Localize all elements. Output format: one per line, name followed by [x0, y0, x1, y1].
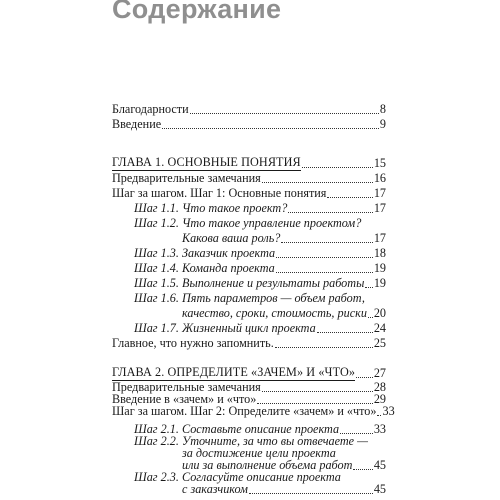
toc-entry[interactable] [112, 171, 386, 186]
step-label: Жизненный цикл проекта [182, 321, 316, 335]
toc-entry-label: Шаг за шагом. Шаг 2: Определите «зачем» и «что» [112, 404, 377, 418]
toc-page-number: 33 [382, 404, 395, 418]
toc-step-continuation[interactable] [182, 231, 386, 246]
toc-entry-label: Введение [112, 117, 162, 131]
toc-step[interactable] [134, 246, 386, 261]
step-label-continuation: с заказчиком [182, 482, 248, 496]
toc-page-number: 17 [373, 231, 386, 245]
toc-page-number: 28 [373, 380, 386, 394]
toc-page-number: 24 [373, 321, 386, 335]
leader-dots [162, 128, 379, 129]
leader-dots [327, 197, 372, 198]
toc-step-continuation[interactable] [182, 482, 386, 497]
step-number: Шаг 2.3. [134, 470, 179, 484]
leader-dots [276, 257, 373, 258]
toc-step[interactable] [134, 216, 386, 231]
chapter-title: ГЛАВА 2. ОПРЕДЕЛИТЕ «ЗАЧЕМ» И «ЧТО» [112, 365, 356, 379]
toc-entry-label: Шаг за шагом. Шаг 1: Основные понятия [112, 186, 327, 200]
step-label: Заказчик проекта [182, 246, 276, 260]
toc-page-number: 27 [373, 366, 386, 380]
step-label-continuation: Какова ваша роль? [182, 231, 281, 245]
toc-page-number: 16 [373, 171, 386, 185]
toc-step[interactable] [134, 201, 386, 216]
leader-dots [317, 332, 373, 333]
leader-dots [288, 212, 373, 213]
toc-step[interactable] [134, 321, 386, 336]
toc-entry-summary[interactable] [112, 336, 386, 351]
step-label: Согласуйте описание проекта [182, 470, 341, 484]
step-number: Шаг 1.4. [134, 261, 179, 275]
step-number: Шаг 1.6. [134, 291, 179, 305]
toc-page-number: 45 [373, 482, 386, 496]
toc-entry[interactable] [112, 186, 386, 201]
toc-entry-label: Предварительные замечания [112, 380, 261, 394]
step-label: Пять параметров — объем работ, [182, 291, 365, 305]
leader-dots [368, 317, 373, 318]
leader-dots [281, 242, 372, 243]
leader-dots [249, 493, 373, 494]
toc-page-number: 17 [373, 201, 386, 215]
step-number: Шаг 2.2. [134, 434, 179, 448]
toc-entry-label: Предварительные замечания [112, 171, 261, 185]
step-label: Выполнение и результаты работы [182, 276, 365, 290]
leader-dots [302, 167, 373, 168]
step-label-continuation: или за выполнение объема работ [182, 458, 353, 472]
toc-chapter-1[interactable] [112, 156, 386, 171]
leader-dots [262, 182, 373, 183]
step-label: Команда проекта [182, 261, 275, 275]
toc-step[interactable] [134, 276, 386, 291]
toc-entry-label: Введение в «зачем» и «что» [112, 392, 257, 406]
toc-page-number: 19 [373, 261, 386, 275]
toc-page-number: 25 [373, 336, 386, 350]
toc-page-number: 19 [373, 276, 386, 290]
step-number: Шаг 1.2. [134, 216, 179, 230]
toc-step[interactable] [134, 261, 386, 276]
chapter-title: ГЛАВА 1. ОСНОВНЫЕ ПОНЯТИЯ [112, 155, 301, 169]
leader-dots [377, 415, 381, 416]
step-label: Составьте описание проекта [182, 422, 340, 436]
toc-step-continuation[interactable] [182, 306, 386, 321]
toc-page-number: 29 [373, 392, 386, 406]
toc-page-number: 33 [373, 422, 386, 436]
step-number: Шаг 1.5. [134, 276, 179, 290]
toc-entry[interactable] [112, 404, 395, 419]
step-label: Что такое управление проектом? [182, 216, 362, 230]
leader-dots [276, 272, 373, 273]
toc-page-number: 45 [373, 458, 386, 472]
toc-entry-acknowledgements[interactable] [112, 102, 386, 117]
step-label: Уточните, за что вы отвечаете — [182, 434, 368, 448]
leader-dots [275, 347, 373, 348]
toc-page-number: 20 [373, 306, 386, 320]
toc-entry-label: Благодарности [112, 102, 189, 116]
step-number: Шаг 1.1. [134, 201, 179, 215]
step-label-continuation: за достижение цели проекта [182, 446, 336, 460]
toc-entry-introduction[interactable] [112, 117, 386, 132]
step-label-continuation: качество, сроки, стоимость, риски [182, 306, 367, 320]
toc-page-number: 8 [379, 102, 386, 116]
toc-page-number: 9 [379, 117, 386, 131]
toc-page-number: 17 [373, 186, 386, 200]
leader-dots [356, 377, 373, 378]
toc-step[interactable] [134, 291, 386, 306]
toc-page-number: 18 [373, 246, 386, 260]
toc-page-number: 15 [373, 156, 386, 170]
leader-dots [365, 287, 372, 288]
page-title: Содержание [112, 0, 282, 24]
step-label: Что такое проект? [182, 201, 288, 215]
leader-dots [190, 113, 379, 114]
toc-entry-label: Главное, что нужно запомнить. [112, 336, 274, 350]
step-number: Шаг 2.1. [134, 422, 179, 436]
toc-chapter-2[interactable] [112, 366, 386, 381]
step-number: Шаг 1.3. [134, 246, 179, 260]
step-number: Шаг 1.7. [134, 321, 179, 335]
